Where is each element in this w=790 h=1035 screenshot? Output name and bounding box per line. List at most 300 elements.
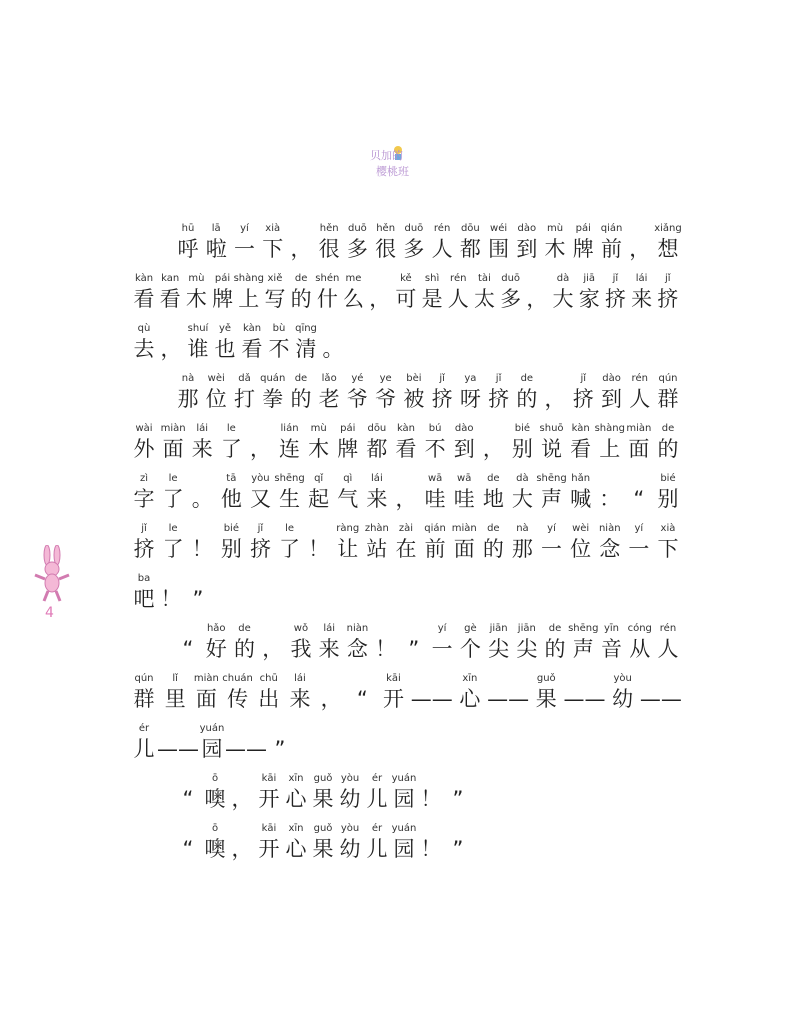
hanzi: 尖: [516, 637, 538, 661]
char-cell: [257, 672, 281, 722]
pinyin: zhàn: [364, 523, 389, 534]
hanzi: 果: [535, 687, 557, 711]
char-cell: [307, 472, 331, 522]
pinyin: xīn: [288, 823, 304, 834]
hanzi: 外: [133, 437, 155, 461]
char-cell: [430, 372, 454, 422]
hanzi: 面: [162, 437, 184, 461]
pinyin: ya: [464, 373, 477, 384]
pinyin: jǐ: [257, 523, 264, 534]
logo-line-2: 樱桃班: [376, 165, 409, 178]
pinyin: lǐ: [172, 673, 178, 684]
hanzi: 来: [631, 287, 653, 311]
pinyin: de: [661, 423, 675, 434]
pinyin: yuán: [199, 723, 225, 734]
char-cell: [458, 672, 482, 722]
char-cell: [430, 622, 454, 672]
hanzi: ！: [375, 637, 397, 661]
char-cell: [317, 222, 341, 272]
char-cell: [551, 272, 575, 322]
char-cell: [410, 672, 453, 722]
char-cell: [365, 422, 389, 472]
pinyin: yòu: [340, 773, 360, 784]
char-cell: [278, 522, 302, 572]
hanzi: 牌: [572, 237, 594, 261]
char-cell: [163, 672, 187, 722]
text-line: [132, 622, 680, 672]
char-cell: [446, 822, 470, 872]
hanzi: ”: [408, 637, 420, 661]
char-cell: [481, 472, 505, 522]
pinyin: hěn: [376, 223, 396, 234]
char-cell: [161, 422, 185, 472]
char-cell: [159, 572, 183, 622]
pinyin: kàn: [396, 423, 416, 434]
pinyin: jǐ: [495, 373, 502, 384]
char-cell: [510, 472, 534, 522]
hanzi: 的: [544, 637, 566, 661]
pinyin: de: [487, 473, 500, 484]
char-cell: [630, 272, 654, 322]
hanzi: ，: [395, 487, 417, 511]
pinyin: dào: [517, 223, 537, 234]
hanzi: 面: [628, 437, 650, 461]
hanzi: ”: [274, 737, 286, 761]
pinyin: yě: [218, 323, 232, 334]
char-cell: [628, 372, 652, 422]
char-cell: [536, 472, 567, 522]
hanzi: 木: [308, 437, 330, 461]
pinyin: lái: [323, 623, 336, 634]
char-cell: [232, 222, 256, 272]
hanzi: 园: [393, 787, 415, 811]
pinyin: miàn: [626, 423, 652, 434]
char-cell: [481, 522, 505, 572]
pinyin: xià: [660, 523, 676, 534]
hanzi: 来: [318, 637, 340, 661]
char-cell: [402, 622, 426, 672]
char-cell: [423, 522, 447, 572]
pinyin: yòu: [613, 673, 632, 684]
hanzi: 下: [262, 237, 284, 261]
pinyin: ràng: [336, 523, 360, 534]
hanzi: 清: [295, 337, 317, 361]
pinyin: wéi: [490, 223, 508, 234]
hanzi: 出: [258, 687, 280, 711]
pinyin: guǒ: [313, 823, 333, 834]
char-cell: [289, 372, 313, 422]
hanzi: 了: [279, 537, 301, 561]
char-cell: [317, 622, 341, 672]
text-line: [132, 822, 680, 872]
hanzi: 果: [312, 837, 334, 861]
char-cell: [656, 372, 680, 422]
char-cell: [394, 522, 418, 572]
char-cell: [315, 272, 339, 322]
pinyin: shēng: [568, 623, 599, 634]
pinyin: bèi: [406, 373, 422, 384]
hanzi: 挤: [249, 537, 271, 561]
char-cell: [240, 322, 264, 372]
pinyin: kāi: [261, 773, 277, 784]
pinyin: pái: [214, 273, 231, 284]
char-cell: [446, 772, 470, 822]
char-cell: [628, 622, 652, 672]
char-cell: [365, 772, 389, 822]
char-cell: [267, 322, 291, 372]
char-cell: [598, 472, 622, 522]
hanzi: 他: [220, 487, 242, 511]
char-cell: [317, 372, 341, 422]
char-cell: [222, 672, 253, 722]
char-cell: [628, 222, 652, 272]
char-cell: [342, 272, 366, 322]
pinyin: chū: [259, 673, 278, 684]
hanzi: 园: [201, 737, 223, 761]
hanzi: 哇: [424, 487, 446, 511]
char-cell: [452, 422, 476, 472]
hanzi: 地: [482, 487, 504, 511]
pinyin: shì: [424, 273, 440, 284]
hanzi: 人: [431, 237, 453, 261]
pinyin: bù: [272, 323, 286, 334]
hanzi: 上: [599, 437, 621, 461]
pinyin: ye: [379, 373, 392, 384]
pinyin: xiǎng: [654, 223, 682, 234]
char-cell: [627, 522, 651, 572]
pinyin: yīn: [603, 623, 620, 634]
pinyin: kāi: [261, 823, 277, 834]
hanzi: 群: [133, 687, 155, 711]
pinyin: ō: [211, 773, 219, 784]
hanzi: 位: [205, 387, 227, 411]
char-cell: [472, 272, 496, 322]
pinyin: dǎ: [238, 373, 251, 384]
char-cell: [458, 222, 482, 272]
char-cell: [402, 372, 426, 422]
hanzi: ，: [231, 837, 253, 861]
char-cell: [159, 322, 183, 372]
pinyin: de: [520, 373, 534, 384]
char-cell: [510, 422, 534, 472]
char-cell: [365, 522, 389, 572]
hanzi: 家: [578, 287, 600, 311]
char-cell: [458, 372, 482, 422]
hanzi: ，: [369, 287, 391, 311]
char-cell: [394, 472, 418, 522]
char-cell: [430, 222, 454, 272]
pinyin: xīn: [462, 673, 478, 684]
char-cell: [204, 372, 228, 422]
hanzi: 幼: [612, 687, 634, 711]
hanzi: 一: [628, 537, 650, 561]
char-cell: [284, 822, 308, 872]
char-cell: [213, 322, 237, 372]
text-line: [132, 672, 680, 722]
char-cell: [274, 472, 305, 522]
hanzi: 挤: [604, 287, 626, 311]
char-cell: [515, 622, 539, 672]
hanzi: ，: [320, 687, 342, 711]
hanzi: ——: [563, 687, 606, 711]
char-cell: [336, 522, 360, 572]
hanzi: ！: [420, 837, 442, 861]
hanzi: 从: [629, 637, 651, 661]
char-cell: [382, 672, 406, 722]
pinyin: duō: [501, 273, 521, 284]
pinyin: cóng: [627, 623, 652, 634]
hanzi: 爷: [346, 387, 368, 411]
char-cell: [420, 272, 444, 322]
pinyin: qǐ: [314, 473, 324, 484]
hanzi: ，: [160, 337, 182, 361]
hanzi: 。: [322, 337, 344, 361]
hanzi: “: [182, 637, 194, 661]
pinyin: lái: [196, 423, 209, 434]
hanzi: 了: [162, 487, 184, 511]
pinyin: jiā: [583, 273, 596, 284]
pinyin: rén: [659, 623, 677, 634]
hanzi: ，: [249, 437, 271, 461]
story-text: [132, 222, 680, 872]
hanzi: ，: [231, 787, 253, 811]
char-cell: [257, 822, 281, 872]
char-cell: [132, 572, 156, 622]
pinyin: hěn: [319, 223, 339, 234]
pinyin: miàn: [193, 673, 219, 684]
hanzi: 呀: [459, 387, 481, 411]
pinyin: kě: [400, 273, 412, 284]
char-cell: [132, 322, 156, 372]
hanzi: 别: [220, 537, 242, 561]
pinyin: jǐ: [612, 273, 619, 284]
char-cell: [487, 622, 511, 672]
hanzi: 到: [601, 387, 623, 411]
char-cell: [194, 672, 218, 722]
pinyin: dào: [454, 423, 474, 434]
hanzi: 别: [511, 437, 533, 461]
hanzi: 木: [544, 237, 566, 261]
pinyin: jǐ: [439, 373, 445, 384]
char-cell: [190, 472, 214, 522]
char-cell: [600, 622, 624, 672]
pinyin: le: [168, 473, 178, 484]
pinyin: jǐ: [141, 523, 147, 534]
hanzi: 幼: [339, 787, 361, 811]
char-cell: [656, 222, 680, 272]
char-cell: [345, 222, 369, 272]
hanzi: 站: [366, 537, 388, 561]
hanzi: 儿: [133, 737, 155, 761]
pinyin: yí: [547, 523, 556, 534]
hanzi: 打: [233, 387, 255, 411]
hanzi: 木: [185, 287, 207, 311]
char-cell: [540, 422, 564, 472]
char-cell: [204, 622, 228, 672]
hanzi: 多: [500, 287, 522, 311]
char-cell: [307, 422, 331, 472]
hanzi: 很: [318, 237, 340, 261]
hanzi: ！: [308, 537, 330, 561]
pinyin: shén: [315, 273, 340, 284]
text-line: [132, 222, 680, 272]
char-cell: [184, 272, 208, 322]
char-cell: [402, 222, 426, 272]
hanzi: 被: [403, 387, 425, 411]
hanzi: 位: [570, 537, 592, 561]
hanzi: ！: [420, 787, 442, 811]
hanzi: 来: [366, 487, 388, 511]
hanzi: ，: [290, 237, 312, 261]
hanzi: 来: [191, 437, 213, 461]
char-cell: [176, 772, 200, 822]
hanzi: 挤: [572, 387, 594, 411]
pinyin: shēng: [274, 473, 305, 484]
hanzi: 哇: [453, 487, 475, 511]
hanzi: 开: [383, 687, 404, 711]
hanzi: 的: [290, 387, 312, 411]
char-cell: [289, 222, 313, 272]
pinyin: guǒ: [313, 773, 333, 784]
text-line: [132, 722, 680, 772]
hanzi: 开: [258, 787, 280, 811]
char-cell: [230, 822, 254, 872]
hanzi: 什: [316, 287, 338, 311]
char-cell: [345, 372, 369, 422]
hanzi: 围: [488, 237, 510, 261]
pinyin: kan: [161, 273, 180, 284]
char-cell: [132, 522, 156, 572]
hanzi: ！: [160, 587, 182, 611]
pinyin: dà: [516, 473, 529, 484]
hanzi: 大: [552, 287, 574, 311]
pinyin: zài: [398, 523, 414, 534]
char-cell: [248, 472, 272, 522]
char-cell: [510, 522, 534, 572]
hanzi: 的: [516, 387, 538, 411]
pinyin: rén: [450, 273, 467, 284]
pinyin: de: [487, 523, 500, 534]
char-cell: [321, 322, 345, 372]
pinyin: lǎo: [321, 373, 337, 384]
pinyin: gè: [464, 623, 477, 634]
hanzi: 看: [133, 287, 155, 311]
hanzi: ——: [157, 737, 199, 761]
pinyin: dōu: [460, 223, 480, 234]
pinyin: wā: [427, 473, 443, 484]
hanzi: 那: [177, 387, 199, 411]
hanzi: 传: [227, 687, 249, 711]
char-cell: [543, 372, 567, 422]
pinyin: yòu: [251, 473, 270, 484]
hanzi: 前: [424, 537, 446, 561]
pinyin: zì: [139, 473, 149, 484]
char-cell: [563, 672, 606, 722]
hanzi: 儿: [366, 787, 388, 811]
pinyin: de: [238, 623, 251, 634]
hanzi: 前: [601, 237, 623, 261]
pinyin: yí: [634, 523, 644, 534]
hanzi: 在: [395, 537, 417, 561]
hanzi: 看: [395, 437, 417, 461]
hanzi: 挤: [488, 387, 510, 411]
char-cell: [161, 472, 185, 522]
char-cell: [319, 672, 343, 722]
char-cell: [232, 372, 256, 422]
hanzi: 可: [395, 287, 417, 311]
char-cell: [186, 322, 210, 372]
char-cell: [594, 422, 625, 472]
char-cell: [263, 272, 287, 322]
pinyin: niàn: [346, 623, 369, 634]
hanzi: 一: [233, 237, 255, 261]
hanzi: ”: [192, 587, 204, 611]
hanzi: 面: [453, 537, 475, 561]
text-line: [132, 372, 680, 422]
pinyin: dà: [556, 273, 570, 284]
hanzi: 么: [343, 287, 364, 311]
rabbit-icon: [30, 545, 74, 603]
pinyin: kàn: [134, 273, 154, 284]
char-cell: [338, 772, 362, 822]
hanzi: 个: [459, 637, 481, 661]
pinyin: le: [226, 423, 236, 434]
char-cell: [176, 622, 200, 672]
pinyin: shàng: [594, 423, 625, 434]
hanzi: 太: [473, 287, 495, 311]
pinyin: le: [168, 523, 178, 534]
pinyin: lái: [294, 673, 306, 684]
hanzi: ！: [191, 537, 213, 561]
char-cell: [200, 722, 224, 772]
char-cell: [288, 672, 312, 722]
hanzi: 。: [191, 487, 213, 511]
hanzi: 不: [424, 437, 446, 461]
pinyin: qù: [137, 323, 151, 334]
hanzi: 面: [195, 687, 217, 711]
char-cell: [161, 522, 185, 572]
pinyin: lā: [211, 223, 221, 234]
char-cell: [176, 372, 200, 422]
char-cell: [261, 372, 285, 422]
char-cell: [268, 722, 292, 772]
char-cell: [365, 472, 389, 522]
pinyin: qīng: [295, 323, 317, 334]
pinyin: qián: [600, 223, 623, 234]
pinyin: ér: [371, 823, 383, 834]
hanzi: 好: [205, 637, 227, 661]
hanzi: ，: [544, 387, 566, 411]
char-cell: [392, 822, 416, 872]
char-cell: [481, 422, 505, 472]
char-cell: [423, 422, 447, 472]
char-cell: [233, 272, 264, 322]
char-cell: [534, 672, 558, 722]
hanzi: 里: [164, 687, 186, 711]
char-cell: [190, 522, 214, 572]
text-line: [132, 272, 680, 322]
char-cell: [132, 422, 156, 472]
char-cell: [487, 672, 530, 722]
hanzi: ，: [482, 437, 504, 461]
pinyin: lián: [280, 423, 299, 434]
pinyin: miàn: [160, 423, 186, 434]
hanzi: 也: [214, 337, 236, 361]
char-cell: [452, 472, 476, 522]
hanzi: ：: [599, 487, 621, 511]
char-cell: [176, 222, 200, 272]
char-cell: [336, 472, 360, 522]
